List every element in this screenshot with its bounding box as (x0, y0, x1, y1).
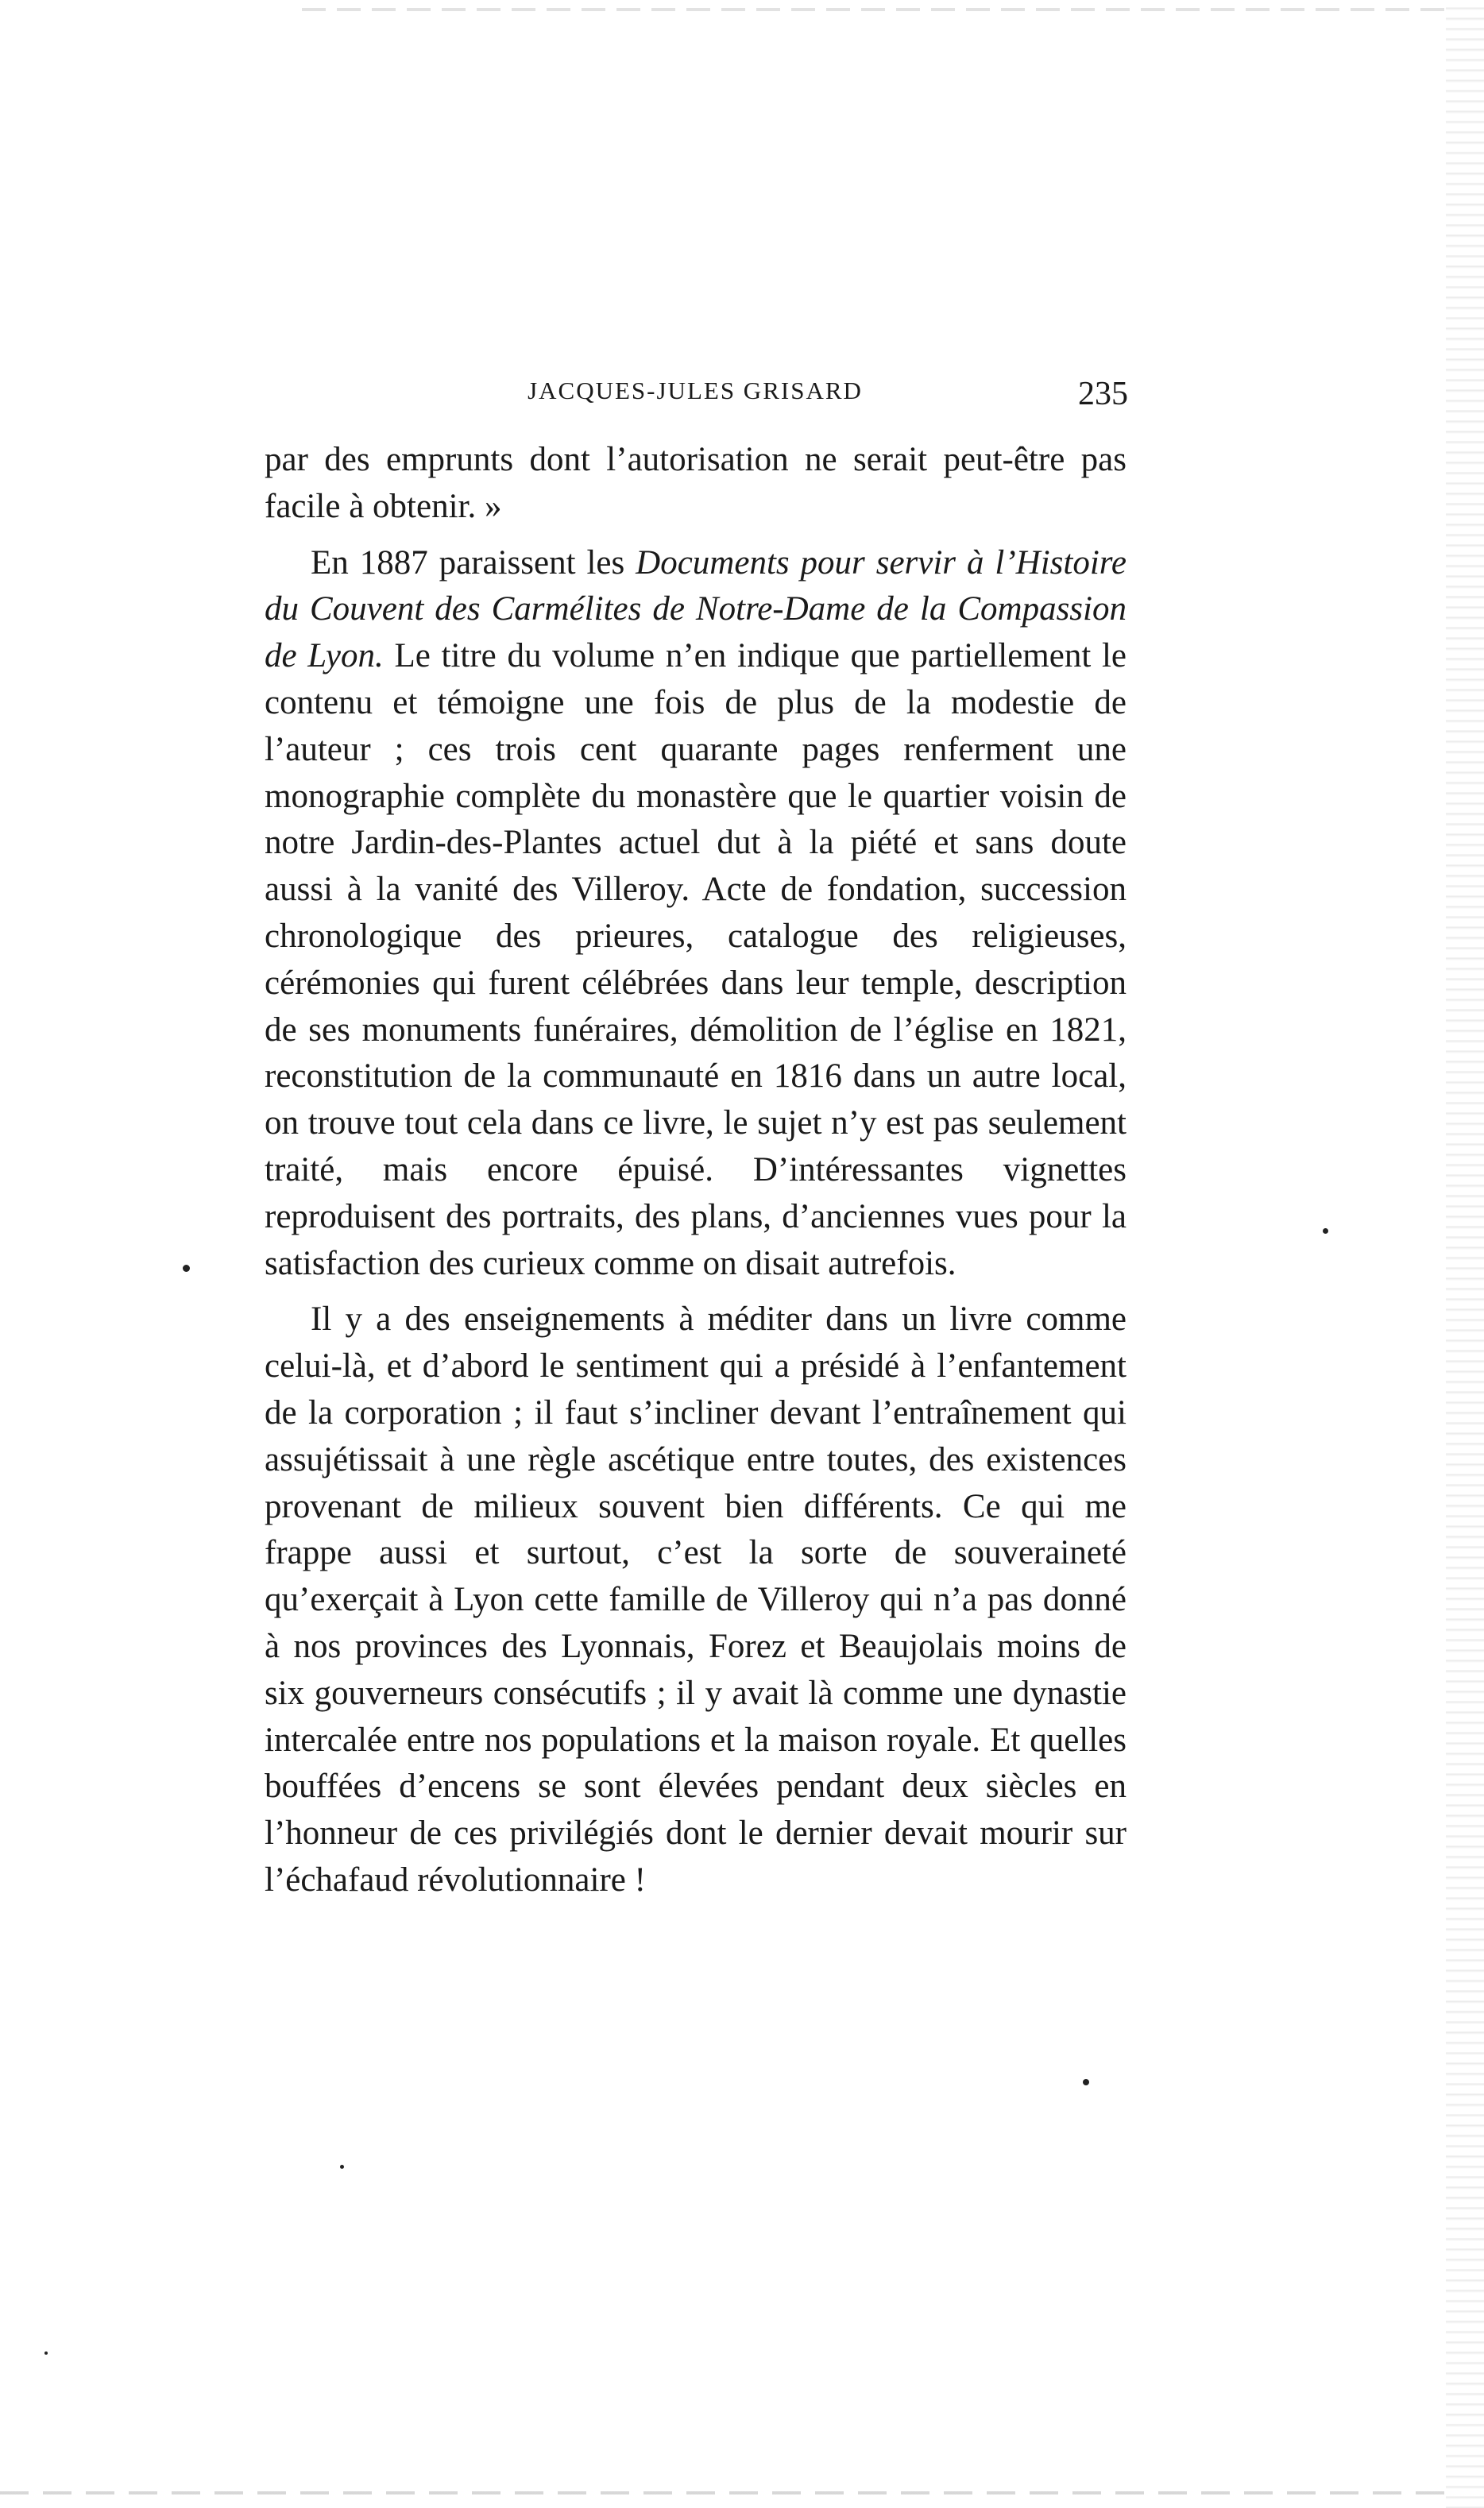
paragraph (265, 540, 1127, 1288)
ink-speck (183, 1265, 190, 1272)
text-run: En 1887 paraissent les (311, 543, 636, 582)
scan-edge-right (1446, 0, 1484, 2508)
ink-speck (1323, 1228, 1328, 1234)
running-title: JACQUES-JULES GRISARD (528, 377, 863, 404)
ink-speck (44, 2351, 48, 2355)
running-head (262, 375, 1128, 423)
book-title: Documents pour servir à l’Histoire du Couvent des Carmélites de Notre-Dame de la Compassion de Lyon. (265, 543, 1127, 675)
ink-speck (1083, 2079, 1089, 2085)
ink-speck (340, 2165, 344, 2169)
page-number: 235 (1078, 376, 1128, 412)
body-text (265, 437, 1127, 1904)
paragraph (265, 1297, 1127, 1903)
text-run: Le titre du volume n’en indique que partiellement le contenu et témoigne une fois de plus de la modestie de l’auteur ; ces trois cent quarante pages renferment une monographie complète du monastère que le quartier voisin de notre Jardin-des-Plantes actuel dut à la piété et sans doute aussi à la vanité des Villeroy. Acte de fondation, succession chronologique des prieures, catalogue des religieuses, cérémonies qui furent célébrées dans leur temple, description de ses monuments funéraires, démolition de l’église en 1821, reconstitution de la communauté en 1816 dans un autre local, on trouve tout cela dans ce livre, le sujet n’y est pas seulement traité, mais encore épuisé. D’intéressantes vignettes reproduisent des portraits, des plans, d’anciennes vues pour la satisfaction des curieux comme on disait autrefois. (265, 637, 1127, 1282)
text-run: Il y a des enseignements à méditer dans un livre comme celui-là, et d’abord le sentiment qui a présidé à l’enfantement de la corporation ; il faut s’incliner devant l’entraînement qui assujétissait à une règle ascétique entre toutes, des existences provenant de milieux souvent bien différents. Ce qui me frappe aussi et surtout, c’est la sorte de souveraineté qu’exerçait à Lyon cette famille de Villeroy qui n’a pas donné à nos provinces des Lyonnais, Forez et Beaujolais moins de six gouverneurs consécutifs ; il y avait là comme une dynastie intercalée entre nos populations et la maison royale. Et quelles bouffées d’encens se sont élevées pendant deux siècles en l’honneur de ces privilégiés dont le dernier devait mourir sur l’échafaud révolutionnaire ! (265, 1300, 1127, 1899)
scan-edge-bottom (0, 2491, 1454, 2494)
text-run: par des emprunts dont l’autorisation ne serait peut-être pas facile à obtenir. » (265, 441, 1127, 525)
paragraph (265, 437, 1127, 531)
scan-edge-top (302, 8, 1454, 11)
